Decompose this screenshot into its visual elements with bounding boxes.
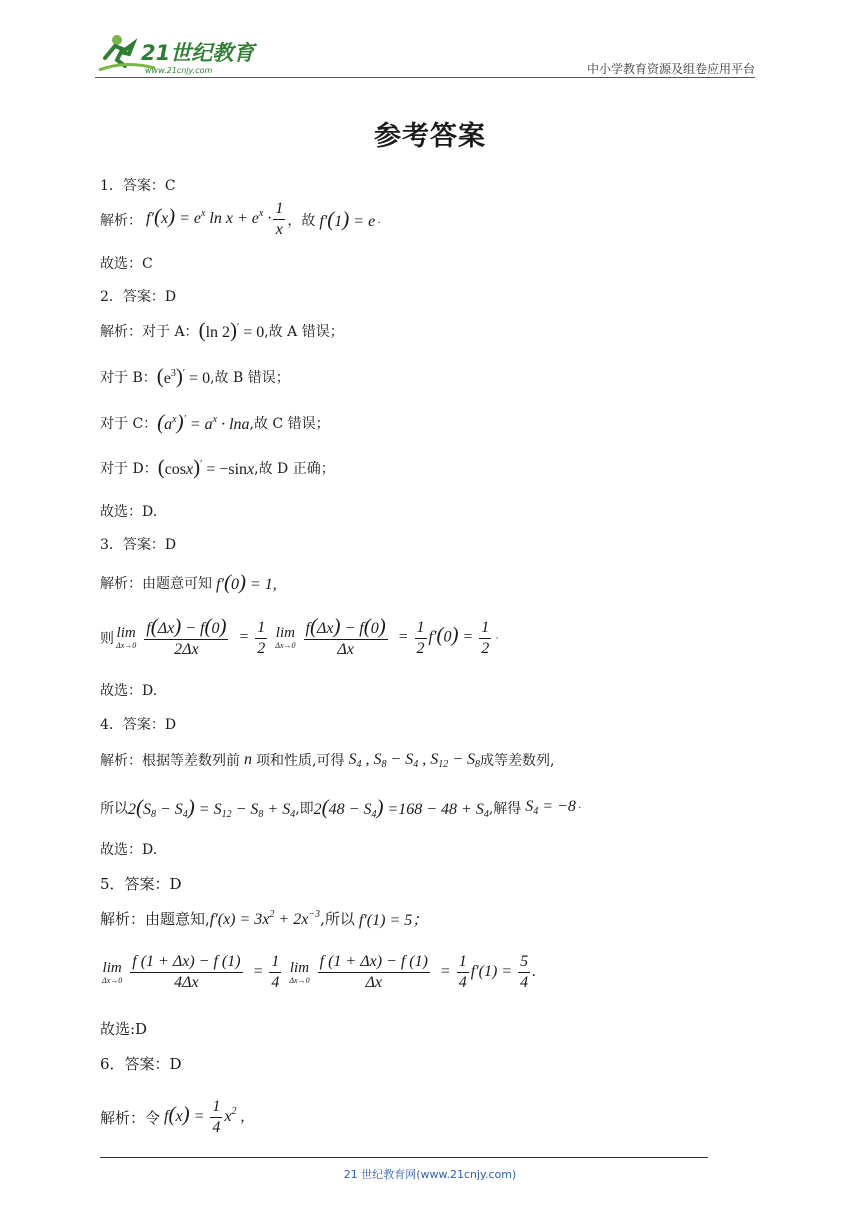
- q3-explanation: [100, 570, 277, 595]
- q2-d-suffix: ,故 D 正确；: [254, 460, 335, 477]
- q4-exp-mid: 项和性质,可得: [256, 753, 345, 769]
- q1-result: f′(1) = e ·: [315, 207, 381, 231]
- q5-derivative: $f'(x) = 3x^2 + 2x^{-3}$: [209, 908, 321, 928]
- svg-text:www.21cnjy.com: www.21cnjy.com: [145, 66, 213, 75]
- q6-answer: 6．答案：D: [100, 1055, 182, 1073]
- q2-b-prefix: 对于 B：: [100, 369, 157, 386]
- q5-value: f′(1) = 5；: [354, 912, 429, 929]
- q2-answer: 2．答案：D: [100, 289, 177, 305]
- q2-d-formula: (cosx)′ = −sinx: [157, 455, 255, 479]
- q1-explanation: [100, 200, 380, 239]
- q3-answer: 3．答案：D: [100, 537, 177, 553]
- q4-ji: ,即: [295, 800, 314, 817]
- q3-then: 则: [100, 631, 114, 647]
- svg-text:21世纪教育: 21世纪教育: [141, 41, 255, 65]
- q2-option-d: [100, 455, 335, 480]
- q4-choice: 故选：D.: [100, 842, 158, 858]
- page-title: 参考答案: [374, 121, 486, 152]
- 21cnjy-logo: [95, 30, 265, 78]
- q3-choice: 故选：D.: [100, 683, 158, 699]
- q2-c-prefix: 对于 C：: [100, 415, 158, 432]
- q3-exp-prefix: 解析：由题意可知: [100, 575, 212, 592]
- q1-formula: $f'(x) = e^x$ $\ln x + e^x$ · $\frac{1}{x}$: [142, 200, 284, 238]
- q4-exp-prefix: 解析：根据等差数列前: [100, 753, 240, 769]
- q2-c-formula: $(a^x)' = a^x \cdot \ln a$: [157, 410, 250, 434]
- q4-result: $S_4 = -8$ ·: [521, 798, 581, 817]
- q2-option-c: [100, 410, 330, 435]
- q6-exp-prefix: 解析：令: [100, 1109, 161, 1127]
- q4-explanation: 解析：根据等差数列前 n 项和性质,可得 $S_4$ , $S_8 - S_4$ , $S_{12} - S_8$ 成等差数列,: [100, 750, 555, 770]
- q2-a-formula: (ln 2)′ = 0: [198, 318, 265, 342]
- q5-so: ,所以: [320, 910, 355, 928]
- q2-b-suffix: ,故 B 错误；: [210, 369, 290, 386]
- q4-eq2: $2(48 - S_4) =168 - 48 + S_4$: [313, 795, 489, 820]
- q6-explanation: [100, 1098, 244, 1137]
- q5-explanation: [100, 907, 428, 930]
- q4-derivation: [100, 795, 581, 820]
- page-header: [95, 30, 755, 80]
- q3-limit-formula: lim Δx→0 $\frac{f(\Delta x) - f(0)}{2\Delta x}$ = $\frac{1}{2}$ lim Δx→0 $\frac{f(\Delta x) - f(0)}{\Delta x}$ = $\frac{1}{2}$ f′(0) = $\frac{1}{2}$ ·: [116, 614, 499, 658]
- q1-answer: 1．答案：C: [100, 178, 176, 194]
- q4-eq1: $2(S_8 - S_4) = S_{12} - S_8 + S_4$: [128, 795, 296, 820]
- q2-c-suffix: ,故 C 错误；: [249, 415, 330, 432]
- q4-seq: $S_4$ , $S_8 - S_4$ , $S_{12} - S_8$: [344, 750, 481, 770]
- q2-a-prefix: 解析：对于 A：: [100, 323, 199, 340]
- q1-choice: 故选：C: [100, 256, 153, 272]
- q2-b-formula: $(e^3)' = 0$: [156, 364, 211, 388]
- q2-option-b: [100, 364, 290, 389]
- q5-limit-formula: lim Δx→0 $\frac{f (1 + \Delta x) - f (1)}{4\Delta x}$ = $\frac{1}{4}$ lim Δx→0 $\frac{f (1 + \Delta x) - f (1)}{\Delta x}$ = $\frac{1}{4}$ f′(1) = $\frac{5}{4}$ .: [102, 953, 537, 991]
- footer-text: 21 世纪教育网(www.21cnjy.com): [343, 1168, 517, 1181]
- q2-a-suffix: ,故 A 错误；: [264, 323, 344, 340]
- q2-option-a: [100, 318, 344, 343]
- q4-exp-end: 成等差数列,: [480, 753, 555, 769]
- q6-function: f(x) = $\frac{1}{4}$ $x^2$ ,: [160, 1098, 245, 1136]
- q4-so: 所以: [100, 800, 128, 817]
- q2-d-prefix: 对于 D：: [100, 460, 158, 477]
- q3-limit: [100, 614, 499, 659]
- footer-divider: [100, 1157, 708, 1158]
- q1-exp-prefix: 解析：: [100, 212, 142, 229]
- q4-answer: 4．答案：D: [100, 717, 177, 733]
- q5-limit: [100, 953, 536, 992]
- q5-answer: 5．答案：D: [100, 875, 182, 893]
- header-platform-text: 中小学教育资源及组卷应用平台: [586, 62, 755, 76]
- q3-given: f′(0) = 1,: [212, 570, 277, 594]
- q2-choice: 故选：D.: [100, 504, 158, 520]
- q1-exp-mid: ，故: [287, 212, 316, 229]
- q5-choice: 故选:D: [100, 1020, 148, 1038]
- header-divider: [95, 77, 755, 78]
- q5-exp-prefix: 解析：由题意知,: [100, 910, 210, 928]
- q4-jiede: ,解得: [488, 800, 522, 817]
